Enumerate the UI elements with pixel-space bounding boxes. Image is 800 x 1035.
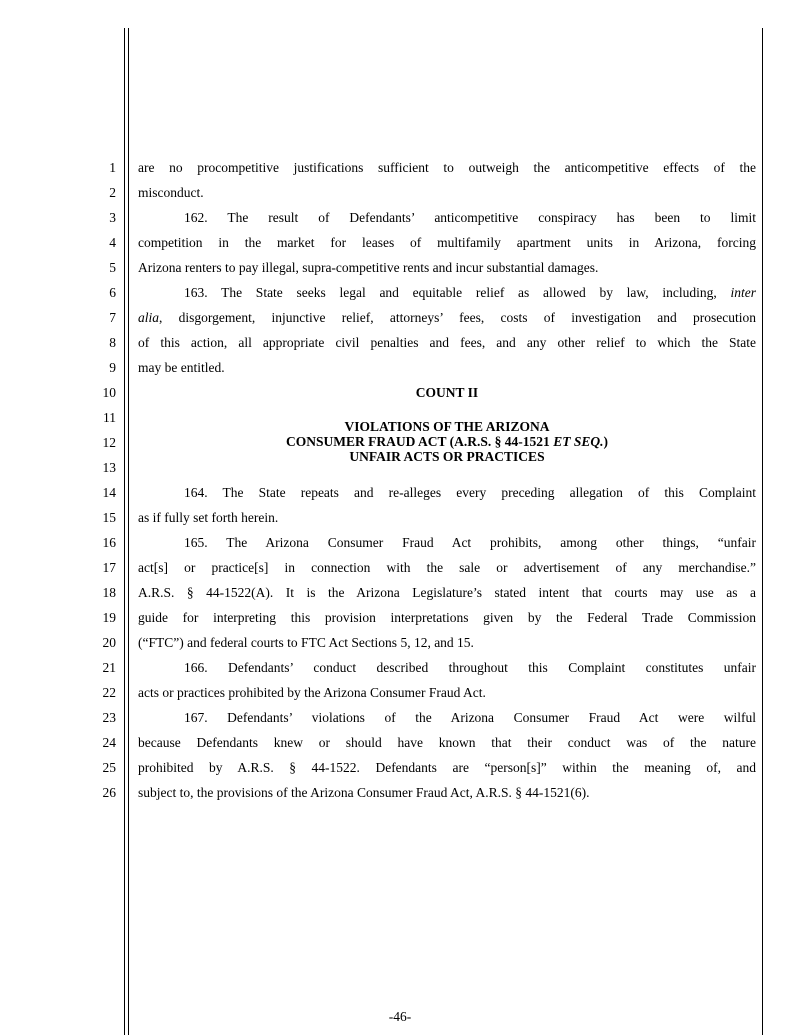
line-number: 25 [102,760,116,775]
count-subheading-2 [138,434,756,449]
line-number: 14 [102,485,116,500]
line-number: 12 [102,435,116,450]
text-line-19: guide for interpreting this provision interpretations given by the Federal Trade Commission [138,610,756,625]
page-number: -46- [388,1009,412,1024]
line-number: 5 [109,260,116,275]
line-number: 18 [102,585,116,600]
line-number: 26 [102,785,116,800]
line-number: 20 [102,635,116,650]
count-subheading-1: VIOLATIONS OF THE ARIZONA [344,419,550,434]
paragraph-163-start [138,284,756,302]
line-number: 11 [103,410,116,425]
line-number: 15 [102,510,116,525]
right-margin-rule [762,28,763,1035]
line-number: 24 [102,735,116,750]
line-number: 10 [102,385,116,400]
line-number: 3 [109,210,116,225]
left-margin-rule-inner [128,28,129,1035]
text-line-18: A.R.S. § 44-1522(A). It is the Arizona Legislature’s stated intent that courts may use as a [138,585,756,600]
paragraph-164-start: 164. The State repeats and re-alleges every preceding allegation of this Complaint [184,485,756,500]
paragraph-165-start: 165. The Arizona Consumer Fraud Act prohibits, among other things, “unfair [184,535,756,550]
line-number: 19 [102,610,116,625]
paragraph-167-start: 167. Defendants’ violations of the Arizona Consumer Fraud Act were wilful [184,710,756,725]
text-line-9: may be entitled. [138,360,225,375]
text-line-6a: 163. The State seeks legal and equitable relief as allowed by law, including, [184,285,717,300]
text-line-17: act[s] or practice[s] in connection with the sale or advertisement of any merchandise.” [138,560,756,575]
count-subheading-3: UNFAIR ACTS OR PRACTICES [349,449,545,464]
text-line-1: are no procompetitive justifications sufficient to outweigh the anticompetitive effects of the [138,160,756,175]
count-heading: COUNT II [415,385,479,400]
text-line-7b: , disgorgement, injunctive relief, attorneys’ fees, costs of investigation and prosecution [159,310,756,325]
line-number: 4 [109,235,116,250]
line-number: 9 [109,360,116,375]
text-line-15: as if fully set forth herein. [138,510,279,525]
text-line-5: Arizona renters to pay illegal, supra-competitive rents and incur substantial damages. [138,260,599,275]
italic-alia: alia [138,310,160,325]
italic-inter: inter [730,285,756,300]
text-line-4: competition in the market for leases of multifamily apartment units in Arizona, forcing [138,235,756,250]
line-number: 7 [109,310,116,325]
line-number: 2 [109,185,116,200]
italic-et-seq: ET SEQ. [553,434,604,449]
text-line-8: of this action, all appropriate civil penalties and fees, and any other relief to which the State [138,335,756,350]
line-number: 21 [102,660,116,675]
line-number: 17 [102,560,116,575]
text-line-25: prohibited by A.R.S. § 44-1522. Defendants are “person[s]” within the meaning of, and [138,760,756,775]
line-number: 8 [109,335,116,350]
paragraph-166-start: 166. Defendants’ conduct described throughout this Complaint constitutes unfair [184,660,756,675]
line-number: 1 [109,160,116,175]
subheading-2a: CONSUMER FRAUD ACT (A.R.S. § 44-1521 [286,434,550,449]
text-line-20: (“FTC”) and federal courts to FTC Act Sections 5, 12, and 15. [138,635,474,650]
line-number: 22 [102,685,116,700]
line-number: 13 [102,460,116,475]
line-number: 6 [109,285,116,300]
text-line-24: because Defendants knew or should have known that their conduct was of the nature [138,735,756,750]
line-number: 16 [102,535,116,550]
subheading-2c: ) [603,434,608,449]
left-margin-rule-outer [124,28,125,1035]
text-line-2: misconduct. [138,185,204,200]
text-line-26: subject to, the provisions of the Arizona Consumer Fraud Act, A.R.S. § 44-1521(6). [138,785,590,800]
text-line-7 [138,309,756,327]
paragraph-162-start: 162. The result of Defendants’ anticompetitive conspiracy has been to limit [184,210,756,225]
text-line-22: acts or practices prohibited by the Arizona Consumer Fraud Act. [138,685,486,700]
line-number: 23 [102,710,116,725]
